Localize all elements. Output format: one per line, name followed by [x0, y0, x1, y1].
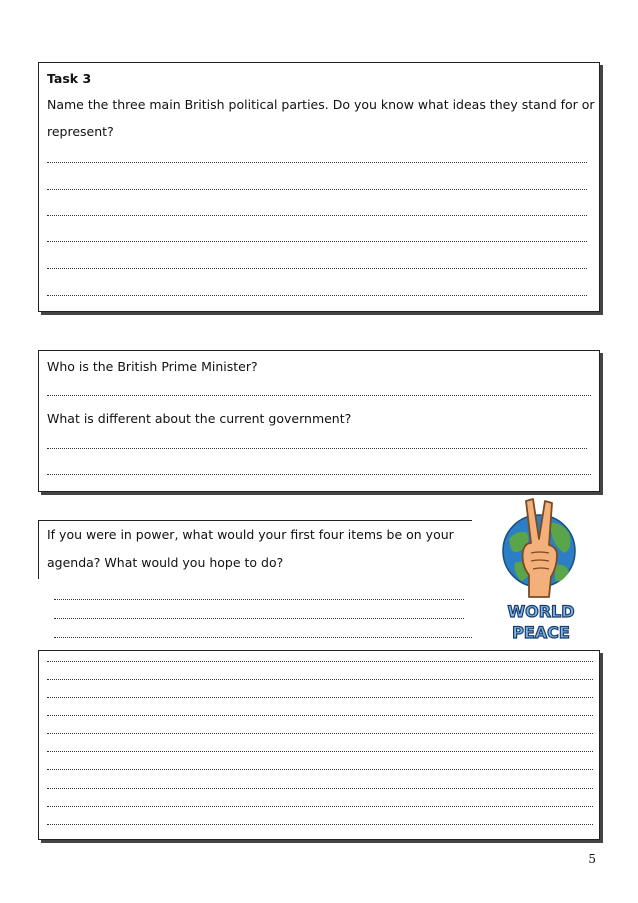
- pm-question: Who is the British Prime Minister?: [47, 359, 258, 374]
- answer-line[interactable]: [47, 751, 593, 752]
- answer-line[interactable]: [54, 618, 464, 619]
- power-question-line2: agenda? What would you hope to do?: [47, 555, 284, 570]
- world-peace-logo: [493, 493, 589, 645]
- task3-heading: Task 3: [47, 71, 92, 86]
- answer-line[interactable]: [47, 215, 587, 216]
- pm-box: [38, 350, 600, 492]
- answer-line[interactable]: [47, 788, 593, 789]
- answer-line[interactable]: [47, 715, 593, 716]
- answer-line[interactable]: [47, 661, 593, 662]
- answer-line[interactable]: [47, 395, 591, 396]
- logo-word-world: WORLD: [507, 602, 575, 621]
- power-question-line1: If you were in power, what would your first four items be on your: [47, 527, 454, 542]
- answer-line[interactable]: [47, 268, 587, 269]
- answer-line[interactable]: [47, 806, 593, 807]
- answer-line[interactable]: [47, 769, 593, 770]
- answer-line[interactable]: [47, 824, 593, 825]
- answer-line[interactable]: [47, 162, 587, 163]
- power-box-top: [38, 520, 472, 579]
- answer-line[interactable]: [47, 733, 593, 734]
- government-question: What is different about the current government?: [47, 411, 352, 426]
- page-number: 5: [588, 852, 596, 866]
- answer-line[interactable]: [47, 679, 593, 680]
- answer-line[interactable]: [47, 241, 587, 242]
- task3-question-line1: Name the three main British political parties. Do you know what ideas they stand for or: [47, 97, 595, 112]
- answer-line[interactable]: [54, 637, 472, 638]
- logo-word-peace: PEACE: [512, 623, 570, 642]
- task3-question-line2: represent?: [47, 124, 114, 139]
- answer-line[interactable]: [47, 474, 591, 475]
- task3-box: [38, 62, 600, 312]
- answer-line[interactable]: [47, 697, 593, 698]
- answer-line[interactable]: [47, 189, 587, 190]
- answer-line[interactable]: [54, 599, 464, 600]
- answer-line[interactable]: [47, 448, 587, 449]
- power-answer-box: [38, 650, 600, 840]
- answer-line[interactable]: [47, 295, 587, 296]
